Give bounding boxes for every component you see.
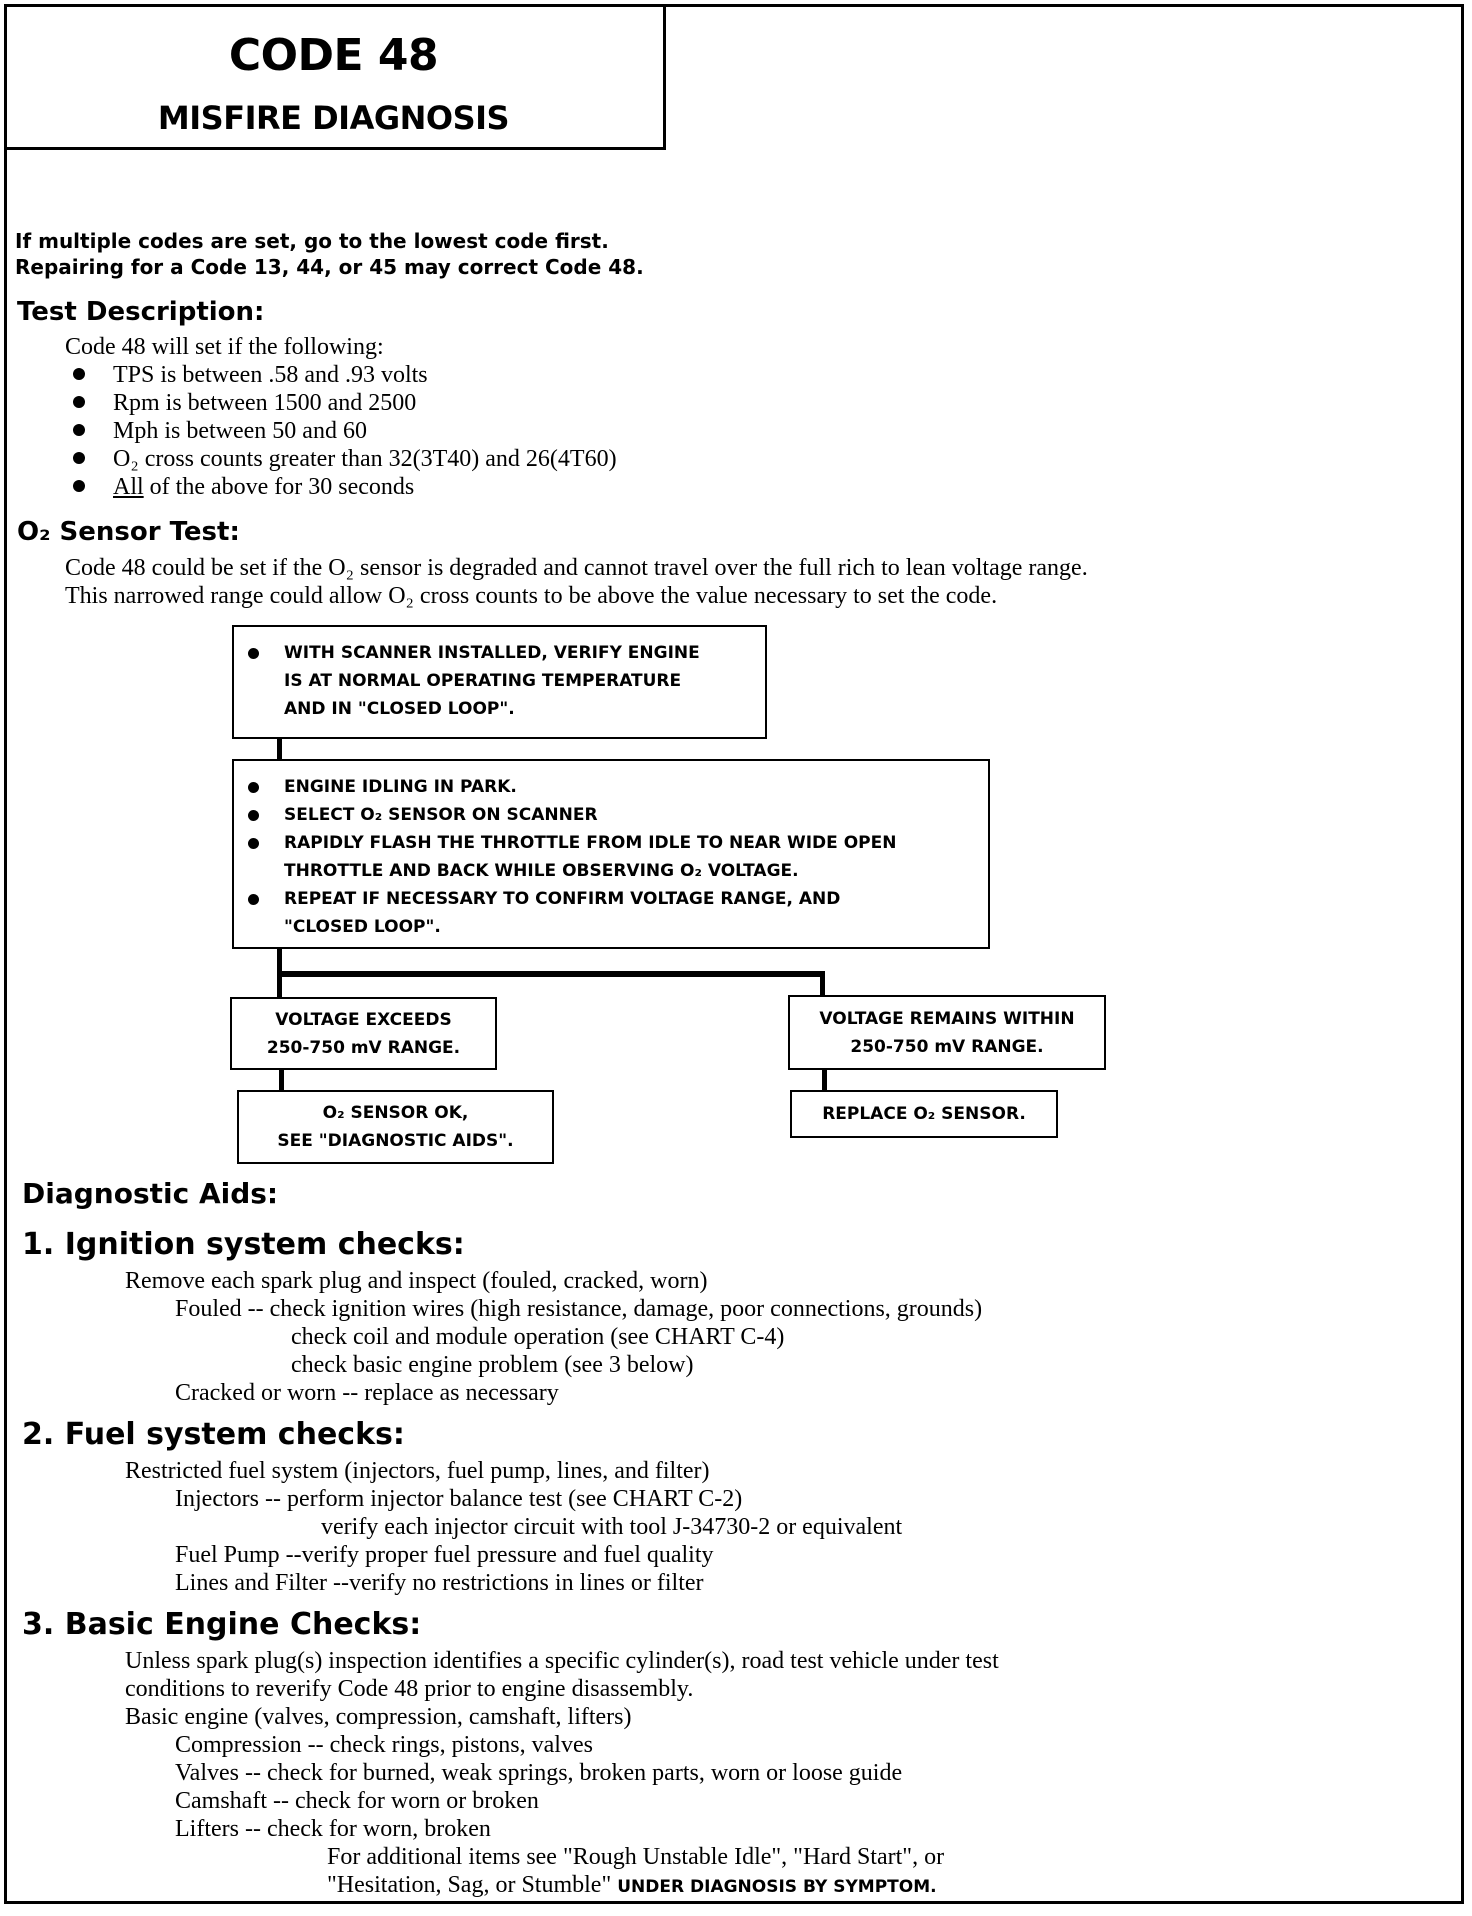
intro-line-2: Repairing for a Code 13, 44, or 45 may correct Code 48. <box>15 255 644 279</box>
list-item: REPEAT IF NECESSARY TO CONFIRM VOLTAGE RANGE, AND "CLOSED LOOP". <box>234 885 896 941</box>
test-description-list <box>65 361 617 501</box>
document-page <box>4 4 1464 1904</box>
page-subtitle: MISFIRE DIAGNOSIS <box>157 99 510 137</box>
bullet-icon <box>73 396 85 408</box>
page-title: CODE 48 <box>228 30 439 81</box>
intro-line-1: If multiple codes are set, go to the lowest code first. <box>15 229 609 253</box>
list-item: WITH SCANNER INSTALLED, VERIFY ENGINE IS AT NORMAL OPERATING TEMPERATURE AND IN "CLOSED LOOP". <box>234 639 700 723</box>
flow-connector <box>279 1070 284 1090</box>
engine-line: Valves -- check for burned, weak springs, broken parts, worn or loose guide <box>175 1760 903 1786</box>
fuel-line: Lines and Filter --verify no restrictions in lines or filter <box>175 1570 704 1596</box>
flow-connector <box>822 1070 827 1090</box>
fuel-line: Restricted fuel system (injectors, fuel pump, lines, and filter) <box>125 1458 710 1484</box>
flow-box-o2-check <box>232 759 990 949</box>
list-item: RAPIDLY FLASH THE THROTTLE FROM IDLE TO NEAR WIDE OPEN THROTTLE AND BACK WHILE OBSERVING O₂ VOLTAGE. <box>234 829 896 885</box>
flow-connector <box>820 971 825 995</box>
engine-line: Compression -- check rings, pistons, valves <box>175 1732 593 1758</box>
bullet-icon <box>248 838 259 849</box>
engine-line: "Hesitation, Sag, or Stumble" UNDER DIAGNOSIS BY SYMPTOM. <box>327 1872 937 1898</box>
engine-line: For additional items see "Rough Unstable Idle", "Hard Start", or <box>327 1844 945 1870</box>
flow-connector <box>277 739 282 759</box>
bullet-icon <box>73 424 85 436</box>
bullet-icon <box>73 452 85 464</box>
ignition-line: Remove each spark plug and inspect (fouled, cracked, worn) <box>125 1268 708 1294</box>
engine-line: conditions to reverify Code 48 prior to engine disassembly. <box>125 1676 694 1702</box>
ignition-line: Cracked or worn -- replace as necessary <box>175 1380 559 1406</box>
fuel-heading: 2. Fuel system checks: <box>22 1417 405 1452</box>
test-description-lead: Code 48 will set if the following: <box>65 334 384 360</box>
list-item: All of the above for 30 seconds <box>65 473 617 501</box>
bullet-icon <box>73 368 85 380</box>
flow-box-voltage-exceeds: VOLTAGE EXCEEDS 250-750 mV RANGE. <box>230 997 497 1070</box>
engine-line: Basic engine (valves, compression, camshaft, lifters) <box>125 1704 632 1730</box>
fuel-line: Fuel Pump --verify proper fuel pressure and fuel quality <box>175 1542 714 1568</box>
flow-box-replace-sensor: REPLACE O₂ SENSOR. <box>790 1090 1058 1138</box>
o2-test-line-1: Code 48 could be set if the O₂ sensor is degraded and cannot travel over the full rich to lean voltage range. <box>65 555 1088 581</box>
fuel-line: verify each injector circuit with tool J-34730-2 or equivalent <box>321 1514 903 1540</box>
basic-engine-heading: 3. Basic Engine Checks: <box>22 1607 422 1642</box>
flow-box-sensor-ok: O₂ SENSOR OK, SEE "DIAGNOSTIC AIDS". <box>237 1090 554 1164</box>
symptom-note: UNDER DIAGNOSIS BY SYMPTOM. <box>617 1877 937 1897</box>
o2-test-line-2: This narrowed range could allow O₂ cross counts to be above the value necessary to set the code. <box>65 583 998 609</box>
flow-box-verify-engine <box>232 625 767 739</box>
engine-line: Unless spark plug(s) inspection identifies a specific cylinder(s), road test vehicle under test <box>125 1648 999 1674</box>
list-item: Rpm is between 1500 and 2500 <box>65 389 617 417</box>
flow-connector <box>277 971 825 977</box>
list-item: SELECT O₂ SENSOR ON SCANNER <box>234 801 896 829</box>
engine-line: Camshaft -- check for worn or broken <box>175 1788 539 1814</box>
ignition-line: Fouled -- check ignition wires (high resistance, damage, poor connections, grounds) <box>175 1296 983 1322</box>
bullet-icon <box>248 810 259 821</box>
title-box <box>4 4 666 150</box>
fuel-line: Injectors -- perform injector balance test (see CHART C-2) <box>175 1486 743 1512</box>
flow-box-voltage-within: VOLTAGE REMAINS WITHIN 250-750 mV RANGE. <box>788 995 1106 1070</box>
engine-line: Lifters -- check for worn, broken <box>175 1816 491 1842</box>
list-item: ENGINE IDLING IN PARK. <box>234 773 896 801</box>
list-item: O₂ cross counts greater than 32(3T40) and 26(4T60) <box>65 445 617 473</box>
bullet-icon <box>73 480 85 492</box>
o2-sensor-test-heading: O₂ Sensor Test: <box>17 517 240 547</box>
diagnostic-aids-heading: Diagnostic Aids: <box>22 1177 279 1210</box>
ignition-line: check coil and module operation (see CHART C-4) <box>291 1324 785 1350</box>
list-item: Mph is between 50 and 60 <box>65 417 617 445</box>
bullet-icon <box>248 894 259 905</box>
test-description-heading: Test Description: <box>17 297 265 327</box>
ignition-heading: 1. Ignition system checks: <box>22 1227 465 1262</box>
ignition-line: check basic engine problem (see 3 below) <box>291 1352 694 1378</box>
bullet-icon <box>248 782 259 793</box>
bullet-icon <box>248 648 259 659</box>
list-item: TPS is between .58 and .93 volts <box>65 361 617 389</box>
